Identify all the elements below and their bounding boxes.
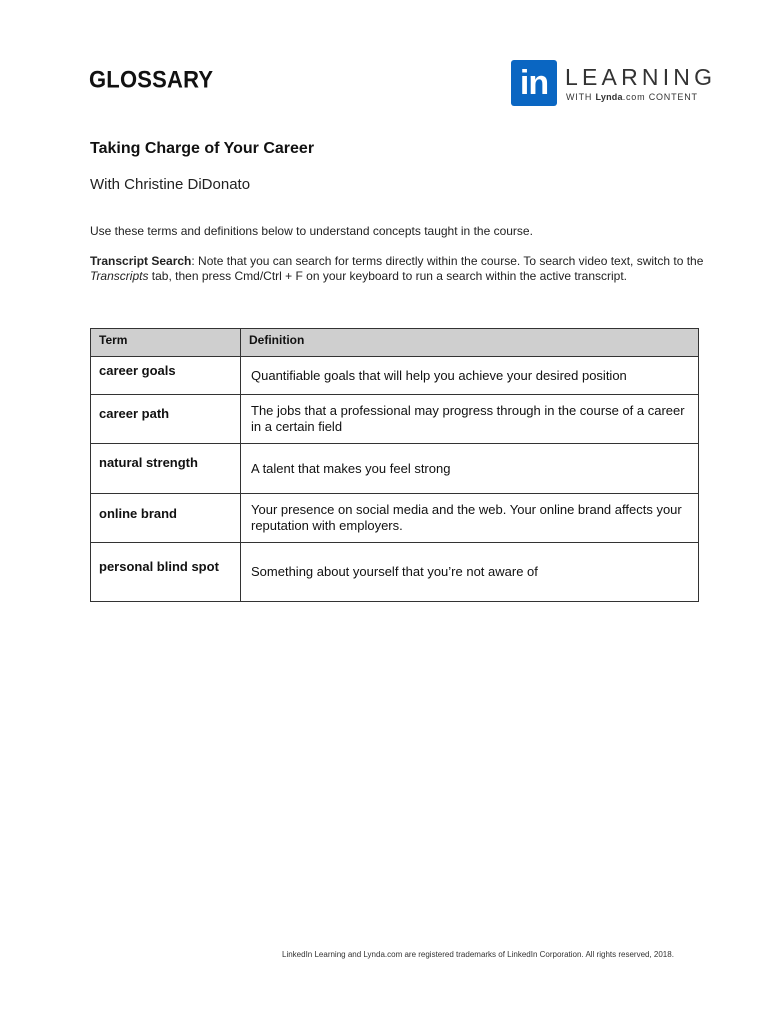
table-row	[91, 543, 699, 602]
term-cell: career path	[91, 395, 241, 444]
logo-sub-prefix: WITH	[566, 92, 593, 102]
table-row	[91, 357, 699, 395]
definition-cell: Quantifiable goals that will help you achieve your desired position	[241, 357, 699, 395]
logo-subtitle	[566, 92, 698, 102]
term-cell: personal blind spot	[91, 543, 241, 602]
logo-wordmark: LEARNING	[565, 64, 717, 90]
logo-sub-brand: Lynda	[595, 92, 623, 102]
instructor-name: With Christine DiDonato	[90, 176, 251, 193]
footer-trademark: LinkedIn Learning and Lynda.com are registered trademarks of LinkedIn Corporation. All rights reserved, 2018.	[282, 950, 674, 959]
search-note-emphasis: Transcripts	[90, 269, 149, 283]
table-row	[91, 444, 699, 494]
table-row	[91, 494, 699, 543]
term-cell: online brand	[91, 494, 241, 543]
course-title: Taking Charge of Your Career	[90, 140, 315, 157]
intro-text: Use these terms and definitions below to understand concepts taught in the course.	[90, 224, 533, 238]
column-header-definition: Definition	[241, 329, 699, 357]
definition-cell: The jobs that a professional may progress through in the course of a career in a certain field	[241, 395, 699, 444]
table-row	[91, 395, 699, 444]
column-header-term: Term	[91, 329, 241, 357]
transcript-search-note	[90, 254, 710, 284]
term-cell: career goals	[91, 357, 241, 395]
definition-cell: Your presence on social media and the web. Your online brand affects your reputation with employers.	[241, 494, 699, 543]
search-note-label: Transcript Search	[90, 254, 192, 268]
search-note-text-2: tab, then press Cmd/Ctrl + F on your keyboard to run a search within the active transcript.	[148, 269, 628, 283]
page-title: GLOSSARY	[89, 66, 214, 93]
linkedin-learning-logo	[511, 60, 717, 108]
table-header-row	[91, 329, 699, 357]
definition-cell: A talent that makes you feel strong	[241, 444, 699, 494]
glossary-table	[90, 328, 699, 602]
logo-sub-suffix: .com CONTENT	[622, 92, 698, 102]
definition-cell: Something about yourself that you’re not aware of	[241, 543, 699, 602]
linkedin-in-icon: in	[511, 60, 557, 106]
term-cell: natural strength	[91, 444, 241, 494]
search-note-text-1: : Note that you can search for terms directly within the course. To search video text, switch to the	[191, 254, 704, 268]
